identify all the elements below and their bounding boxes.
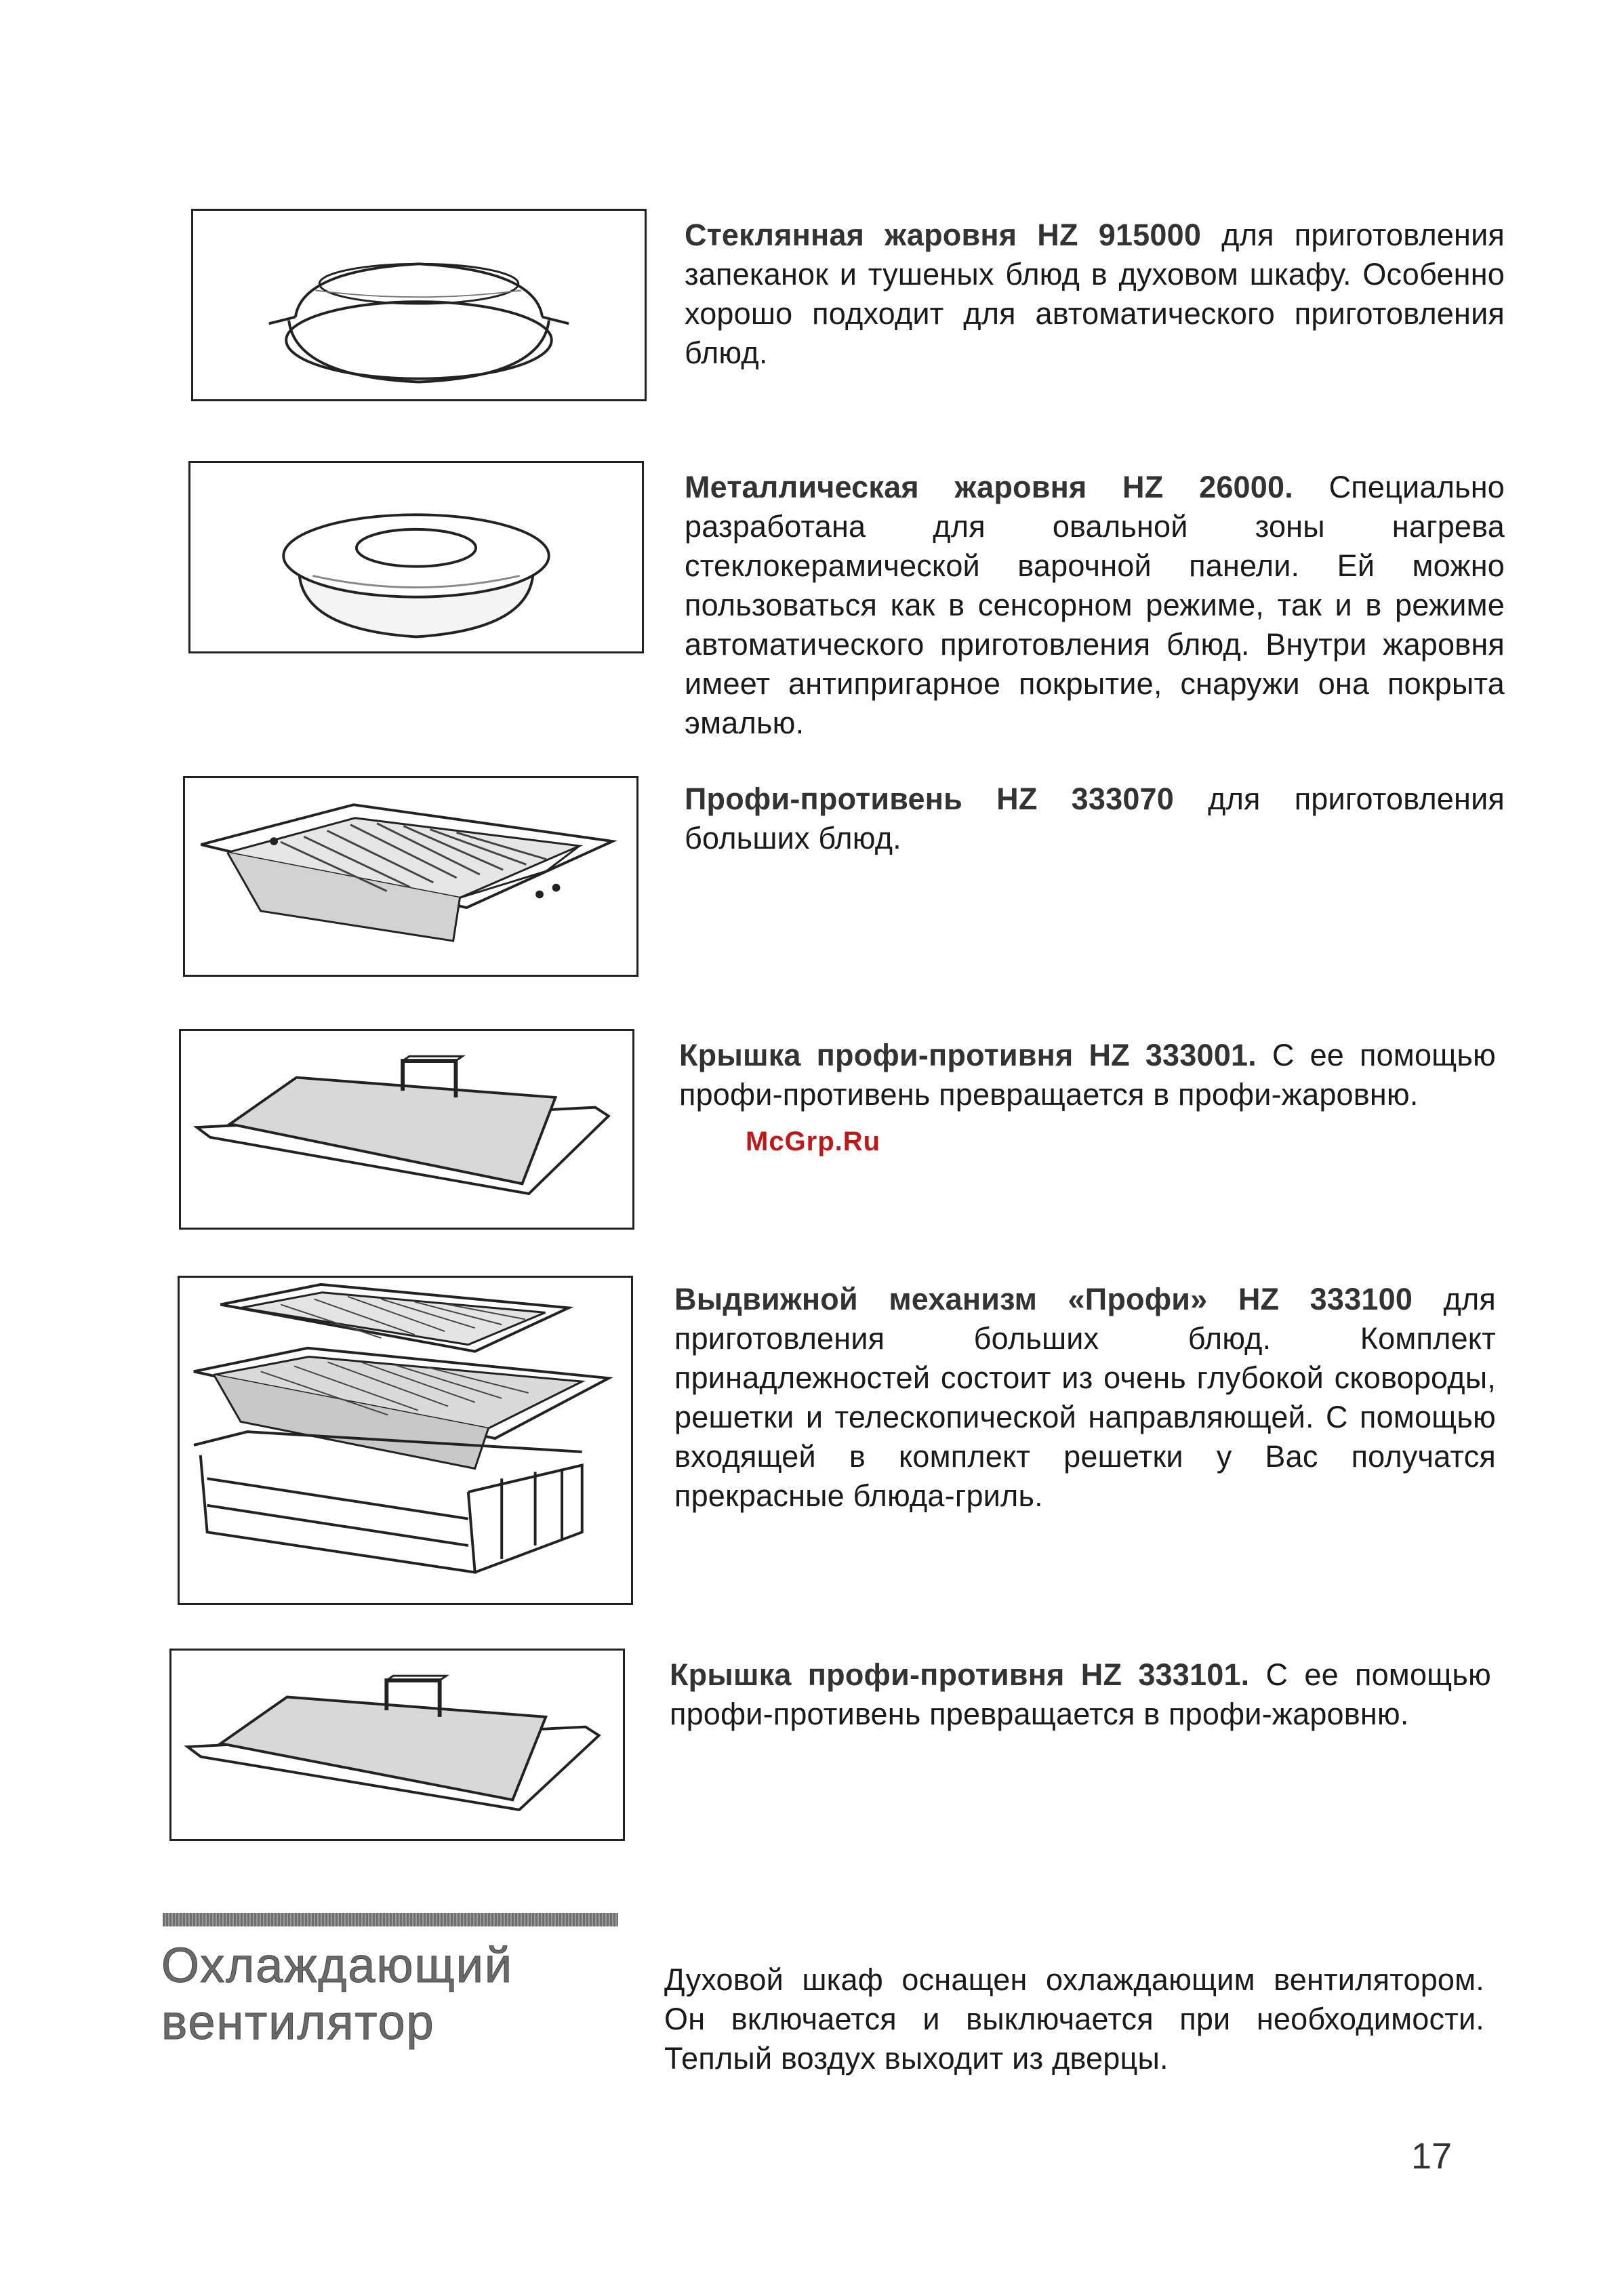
glass-roaster-icon <box>193 211 645 399</box>
item-title: Стеклянная жаровня HZ 915000 <box>685 218 1202 252</box>
glass-roaster-image <box>191 209 647 401</box>
pan-lid-image <box>179 1029 634 1230</box>
item-telescopic-rack <box>674 1280 1496 1516</box>
item-pan-lid <box>679 1036 1496 1114</box>
item-body: для приготовления запеканок и тушеных блюд в духовом шкафу. Особенно хорошо подходит для автоматического приготовления блюд. <box>685 218 1505 370</box>
item-glass-roaster <box>685 216 1505 373</box>
item-pro-pan <box>685 780 1505 858</box>
item-body: для приготовления больших блюд. Комплект принадлежностей состоит из очень глубокой сковороды, решетки и телескопической направляющей. С помощью входящей в комплект решетки у Вас получатся прекрасные блюда-гриль. <box>674 1282 1496 1513</box>
item-title: Металлическая жаровня HZ 26000. <box>685 470 1293 504</box>
metal-roaster-image <box>188 461 644 653</box>
section-heading-line2: вентилятор <box>161 1996 435 2050</box>
item-title: Выдвижной механизм «Профи» HZ 333100 <box>674 1282 1413 1316</box>
section-heading-line1: Охлаждающий <box>161 1939 514 1993</box>
item-metal-roaster <box>685 468 1505 743</box>
telescopic-rack-image <box>178 1276 633 1605</box>
section-heading <box>161 1937 636 2051</box>
item-body: для приготовления больших блюд. <box>685 782 1505 855</box>
item-body: С ее помощью профи-противень превращается в профи-жаровню. <box>679 1038 1496 1112</box>
pan-lid-icon <box>181 1031 632 1228</box>
section-body: Духовой шкаф оснащен охлаждающим вентилятором. Он включается и выключается при необходимости. Теплый воздух выходит из дверцы. <box>664 1962 1484 2076</box>
pro-pan-icon <box>185 778 636 975</box>
section-divider <box>163 1913 618 1926</box>
item-title: Крышка профи-противня HZ 333101. <box>670 1657 1250 1692</box>
item-body: С ее помощью профи-противень превращается в профи-жаровню. <box>670 1657 1491 1731</box>
pan-lid-2-image <box>169 1649 625 1841</box>
metal-roaster-icon <box>190 463 642 651</box>
item-title: Профи-противень HZ 333070 <box>685 782 1175 816</box>
watermark: McGrp.Ru <box>746 1127 881 1156</box>
item-body: Специально разработана для овальной зоны нагрева стеклокерамической варочной панели. Ей можно пользоваться как в сенсорном режиме, так и в режиме автоматического приготовления блюд. Внутри жаровня имеет антипригарное покрытие, снаружи она покрыта эмалью. <box>685 470 1505 740</box>
pro-pan-image <box>183 776 638 977</box>
item-title: Крышка профи-противня HZ 333001. <box>679 1038 1257 1072</box>
telescopic-rack-icon <box>180 1278 631 1603</box>
page-number: 17 <box>1411 2136 1453 2177</box>
pan-lid-icon <box>171 1651 623 1839</box>
item-pan-lid-2 <box>670 1655 1491 1734</box>
